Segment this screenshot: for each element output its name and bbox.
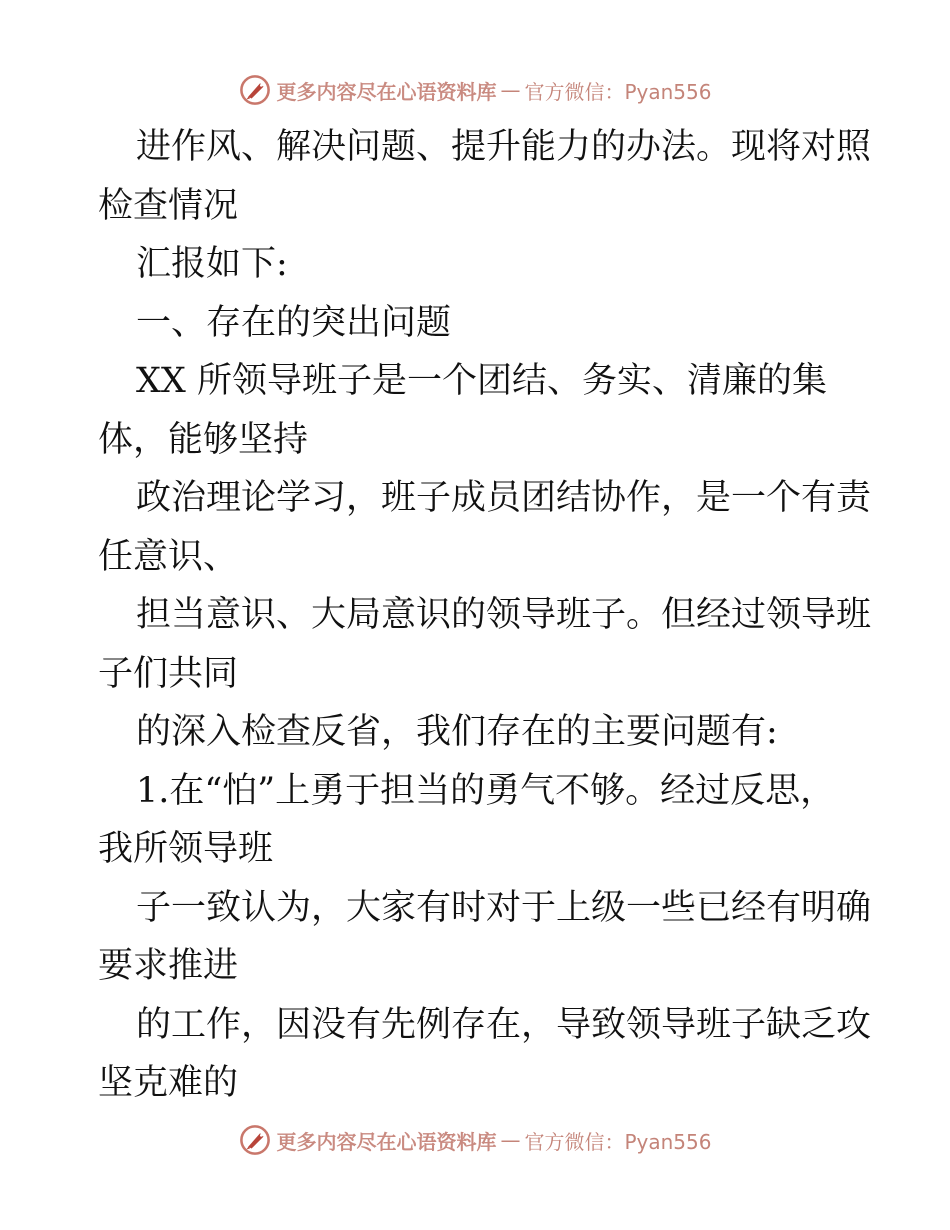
watermark-wechat: 官方微信：Pyan556: [524, 79, 712, 104]
watermark-text: 更多内容尽在心语资料库: [276, 79, 497, 104]
text-line: 检查情况: [98, 185, 239, 226]
watermark-text: 更多内容尽在心语资料库: [276, 1129, 497, 1154]
document-body: [98, 118, 872, 1113]
text-line: 一、存在的突出问题: [136, 302, 452, 343]
watermark: [238, 1123, 711, 1157]
text-line: 政治理论学习，班子成员团结协作，是一个有责: [136, 478, 872, 518]
text-line: 担当意识、大局意识的领导班子。但经过领导班: [136, 595, 872, 635]
watermark: [238, 73, 711, 107]
text-line: 的深入检查反省，我们存在的主要问题有:: [136, 712, 778, 752]
text-line: 要求推进: [98, 946, 239, 986]
text-line: 子一致认为，大家有时对于上级一些已经有明确: [136, 887, 872, 928]
watermark-dash: —: [500, 78, 521, 102]
text-line: 汇报如下:: [136, 244, 288, 284]
text-line: 坚克难的: [98, 1063, 239, 1103]
watermark-dash: —: [500, 1128, 521, 1152]
footer-watermark: [0, 1120, 950, 1160]
pen-nib-seal-icon: [238, 73, 272, 107]
text-line: 1.在“怕”上勇于担当的勇气不够。经过反思，: [136, 770, 836, 811]
text-line: 体，能够坚持: [98, 419, 309, 460]
text-line: XX 所领导班子是一个团结、务实、清廉的集: [136, 361, 827, 401]
header-watermark: [0, 70, 950, 110]
pen-nib-seal-icon: [238, 1123, 272, 1157]
text-line: 的工作，因没有先例存在，导致领导班子缺乏攻: [136, 1004, 872, 1045]
text-line: 子们共同: [98, 653, 239, 694]
text-line: 进作风、解决问题、提升能力的办法。现将对照: [136, 127, 872, 167]
watermark-wechat: 官方微信：Pyan556: [524, 1129, 712, 1154]
text-line: 任意识、: [98, 536, 239, 577]
text-line: 我所领导班: [98, 829, 274, 869]
